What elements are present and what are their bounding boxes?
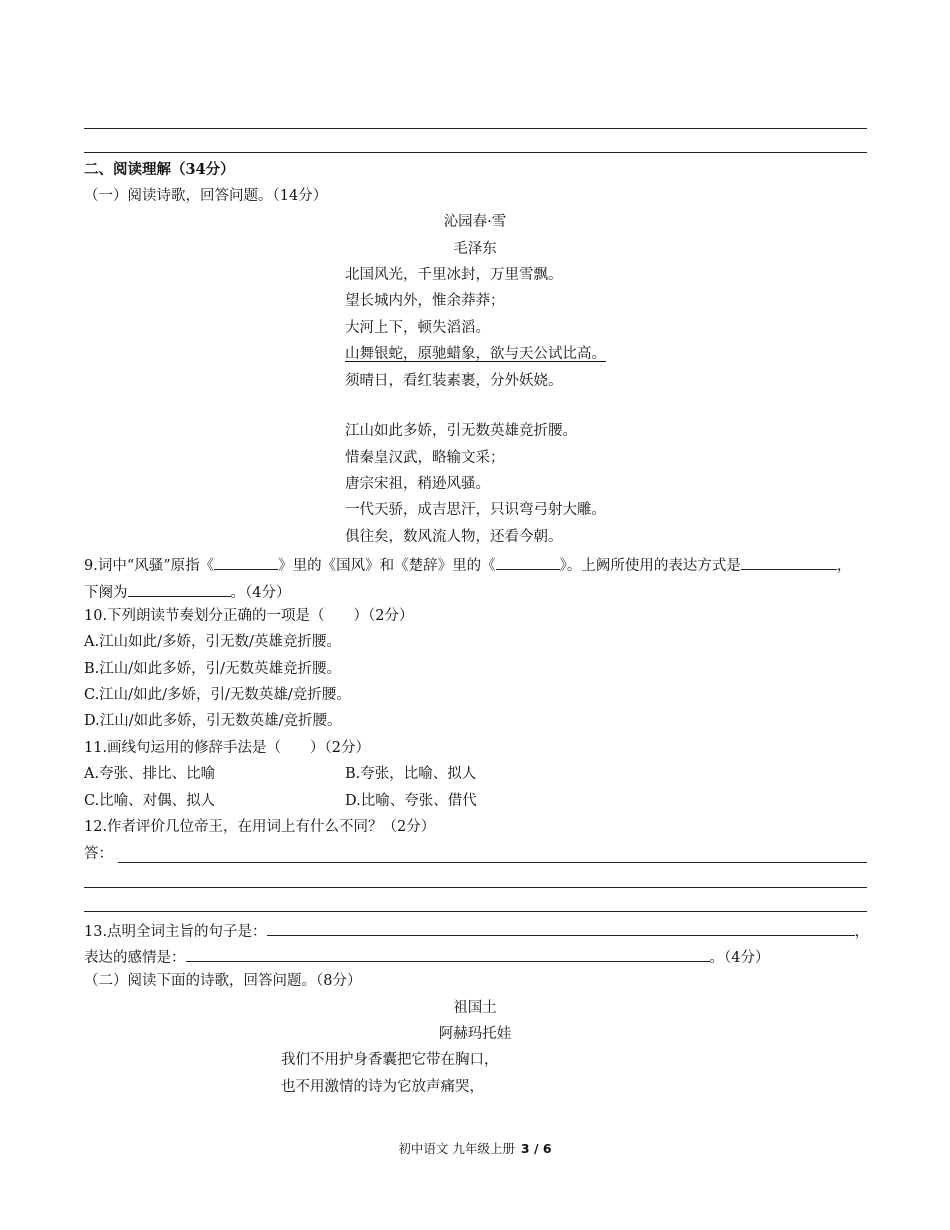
page-number: 3 / 6 (520, 1141, 552, 1156)
q13-blank-2[interactable] (186, 946, 710, 962)
poem-line: 俱往矣，数风流人物，还看今朝。 (345, 529, 563, 545)
answer-line (84, 152, 867, 153)
poem2-line: 我们不用护身香囊把它带在胸口， (281, 1052, 499, 1068)
q9-text: 》里的《国风》和《楚辞》里的《 (278, 558, 496, 574)
q9-text: 9.词中“风骚”原指《 (84, 558, 215, 574)
q13-text: 13.点明全词主旨的句子是： (84, 924, 267, 940)
part2-heading: （二）阅读下面的诗歌，回答问题。（8分） (84, 973, 362, 989)
q12-answer-line[interactable] (84, 887, 867, 888)
q9-blank-2[interactable] (496, 554, 560, 570)
poem2-title: 祖国土 (453, 1000, 497, 1016)
poem-line: 望长城内外，惟余莽莽； (345, 293, 505, 309)
poem2-line: 也不用激情的诗为它放声痛哭， (281, 1079, 484, 1095)
poem-line: 一代天骄，成吉思汗，只识弯弓射大雕。 (345, 502, 606, 518)
q11-option-c[interactable]: C.比喻、对偶、拟人 (84, 793, 216, 809)
q13-blank-1[interactable] (267, 920, 855, 936)
q10-option-a[interactable]: A.江山如此/多娇，引无数/英雄竞折腰。 (84, 634, 341, 650)
q11-option-b[interactable]: B.夸张，比喻、拟人 (345, 766, 477, 782)
q9-text: 。（4分） (230, 585, 291, 601)
question-9-cont (84, 581, 290, 602)
poem-author: 毛泽东 (453, 241, 497, 257)
q9-blank-1[interactable] (214, 554, 278, 570)
part1-heading: （一）阅读诗歌，回答问题。（14分） (84, 188, 328, 204)
q11-option-d[interactable]: D.比喻、夸张、借代 (345, 793, 477, 809)
poem2-author: 阿赫玛托娃 (438, 1026, 512, 1042)
poem-line: 大河上下，顿失滔滔。 (345, 320, 490, 336)
q9-blank-3[interactable] (741, 554, 837, 570)
q9-text: 下阕为 (84, 585, 128, 601)
q9-text: ， (836, 558, 852, 574)
poem-title: 沁园春·雪 (443, 214, 507, 230)
question-11: 11.画线句运用的修辞手法是（ ）（2分） (84, 740, 371, 756)
poem-line: 北国风光，千里冰封，万里雪飘。 (345, 267, 563, 283)
question-13-cont (84, 946, 769, 967)
q13-text: 表达的感情是： (84, 950, 186, 966)
footer-label: 初中语文 九年级上册 (398, 1141, 515, 1156)
q10-option-d[interactable]: D.江山/如此多娇，引无数英雄/竞折腰。 (84, 713, 342, 729)
answer-line (84, 128, 867, 129)
poem-line: 惜秦皇汉武，略输文采； (345, 450, 505, 466)
q9-text: 》。上阙所使用的表达方式是 (559, 558, 741, 574)
question-13 (84, 920, 869, 941)
question-10: 10.下列朗读节奏划分正确的一项是（ ）（2分） (84, 608, 414, 624)
q13-text: 。（4分） (709, 950, 770, 966)
question-9 (84, 554, 851, 575)
q10-option-c[interactable]: C.江山/如此/多娇，引/无数英雄/竞折腰。 (84, 687, 351, 703)
poem-line-underlined: 山舞银蛇，原驰蜡象，欲与天公试比高。 (345, 346, 606, 362)
poem-line: 须晴日，看红装素裹，分外妖娆。 (345, 373, 563, 389)
q11-option-a[interactable]: A.夸张、排比、比喻 (84, 766, 216, 782)
q10-option-b[interactable]: B.江山/如此多娇，引/无数英雄竞折腰。 (84, 661, 342, 677)
q9-blank-4[interactable] (128, 581, 231, 597)
q12-answer-line[interactable] (118, 862, 867, 863)
section-title: 二、阅读理解（34分） (84, 161, 235, 178)
q13-text: ， (854, 924, 870, 940)
q12-answer-label: 答： (84, 846, 113, 862)
poem-line: 江山如此多娇，引无数英雄竞折腰。 (345, 423, 577, 439)
page-footer (0, 1139, 950, 1157)
q12-answer-line[interactable] (84, 911, 867, 912)
question-12: 12.作者评价几位帝王，在用词上有什么不同？（2分） (84, 819, 436, 835)
poem-line: 唐宗宋祖，稍逊风骚。 (345, 476, 490, 492)
